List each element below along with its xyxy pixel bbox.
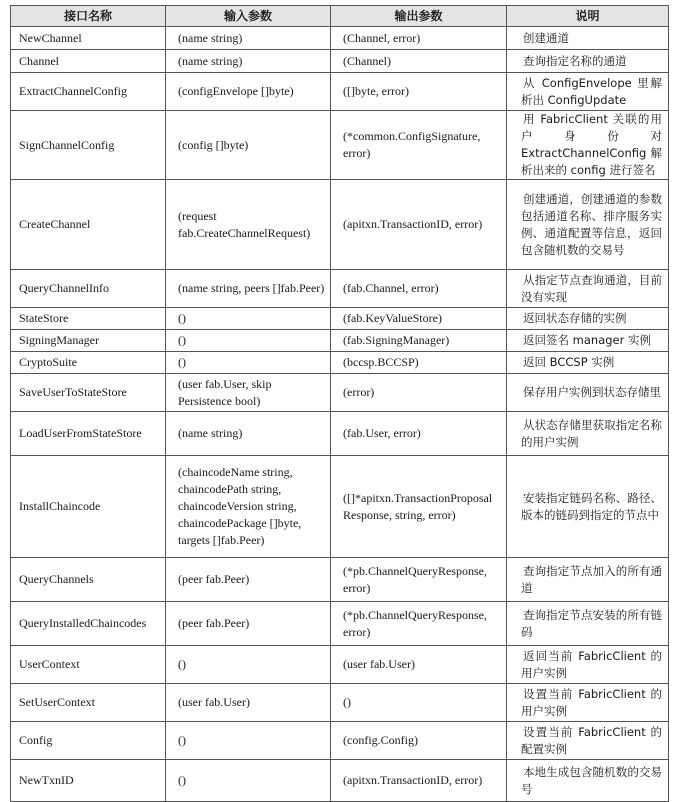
cell-interface-name: InstallChaincode bbox=[11, 456, 166, 558]
cell-output-params: () bbox=[331, 684, 507, 722]
cell-interface-name: QueryChannels bbox=[11, 558, 166, 602]
cell-description: 从指定节点查询通道，目前没有实现 bbox=[507, 270, 669, 308]
cell-output-params: (config.Config) bbox=[331, 722, 507, 760]
cell-input-params: () bbox=[166, 722, 331, 760]
table-body bbox=[11, 27, 669, 802]
cell-output-params: (Channel, error) bbox=[331, 27, 507, 50]
cell-interface-name: UserContext bbox=[11, 646, 166, 684]
table-row bbox=[11, 374, 669, 412]
table-row bbox=[11, 558, 669, 602]
header-output-params: 输出参数 bbox=[331, 6, 507, 27]
cell-interface-name: NewChannel bbox=[11, 27, 166, 50]
cell-input-params: () bbox=[166, 646, 331, 684]
cell-description: 返回 BCCSP 实例 bbox=[507, 352, 669, 374]
cell-interface-name: CryptoSuite bbox=[11, 352, 166, 374]
cell-output-params: (fab.Channel, error) bbox=[331, 270, 507, 308]
cell-description: 返回当前 FabricClient 的用户实例 bbox=[507, 646, 669, 684]
cell-description: 从状态存储里获取指定名称的用户实例 bbox=[507, 412, 669, 456]
table-row bbox=[11, 602, 669, 646]
cell-input-params: (configEnvelope []byte) bbox=[166, 73, 331, 111]
table-row bbox=[11, 456, 669, 558]
table-row bbox=[11, 722, 669, 760]
cell-description: 保存用户实例到状态存储里 bbox=[507, 374, 669, 412]
cell-description: 查询指定节点加入的所有通道 bbox=[507, 558, 669, 602]
cell-input-params: (request fab.CreateChannelRequest) bbox=[166, 180, 331, 270]
cell-interface-name: SignChannelConfig bbox=[11, 111, 166, 180]
cell-input-params: (peer fab.Peer) bbox=[166, 602, 331, 646]
cell-output-params: ([]*apitxn.TransactionProposal Response, string, error) bbox=[331, 456, 507, 558]
table-row bbox=[11, 352, 669, 374]
cell-input-params: (name string) bbox=[166, 50, 331, 73]
cell-interface-name: Channel bbox=[11, 50, 166, 73]
cell-output-params: (fab.User, error) bbox=[331, 412, 507, 456]
table-row bbox=[11, 73, 669, 111]
cell-interface-name: QueryChannelInfo bbox=[11, 270, 166, 308]
header-input-params: 输入参数 bbox=[166, 6, 331, 27]
cell-input-params: (name string) bbox=[166, 27, 331, 50]
cell-description: 返回状态存储的实例 bbox=[507, 308, 669, 330]
cell-output-params: (user fab.User) bbox=[331, 646, 507, 684]
cell-input-params: (chaincodeName string, chaincodePath string, chaincodeVersion string, chaincodePackage []byte, targets []fab.Peer) bbox=[166, 456, 331, 558]
table-header-row bbox=[11, 6, 669, 27]
cell-description: 设置当前 FabricClient 的配置实例 bbox=[507, 722, 669, 760]
table-row bbox=[11, 412, 669, 456]
cell-input-params: (config []byte) bbox=[166, 111, 331, 180]
table-row bbox=[11, 50, 669, 73]
cell-input-params: () bbox=[166, 352, 331, 374]
cell-input-params: (user fab.User) bbox=[166, 684, 331, 722]
cell-input-params: (name string, peers []fab.Peer) bbox=[166, 270, 331, 308]
cell-description: 从 ConfigEnvelope 里解析出 ConfigUpdate bbox=[507, 73, 669, 111]
table-row bbox=[11, 684, 669, 722]
cell-description: 返回签名 manager 实例 bbox=[507, 330, 669, 352]
cell-output-params: (fab.KeyValueStore) bbox=[331, 308, 507, 330]
cell-description: 创建通道，创建通道的参数包括通道名称、排序服务实例、通道配置等信息，返回包含随机数的交易号 bbox=[507, 180, 669, 270]
cell-output-params: (fab.SigningManager) bbox=[331, 330, 507, 352]
header-description: 说明 bbox=[507, 6, 669, 27]
table-row bbox=[11, 308, 669, 330]
cell-output-params: (Channel) bbox=[331, 50, 507, 73]
cell-output-params: (*pb.ChannelQueryResponse, error) bbox=[331, 602, 507, 646]
cell-output-params: (*common.ConfigSignature, error) bbox=[331, 111, 507, 180]
api-table-container bbox=[10, 5, 668, 802]
table-row bbox=[11, 180, 669, 270]
cell-input-params: (user fab.User, skip Persistence bool) bbox=[166, 374, 331, 412]
cell-interface-name: ExtractChannelConfig bbox=[11, 73, 166, 111]
table-row bbox=[11, 760, 669, 802]
cell-output-params: (apitxn.TransactionID, error) bbox=[331, 760, 507, 802]
cell-output-params: ([]byte, error) bbox=[331, 73, 507, 111]
cell-interface-name: CreateChannel bbox=[11, 180, 166, 270]
cell-output-params: (apitxn.TransactionID, error) bbox=[331, 180, 507, 270]
cell-interface-name: QueryInstalledChaincodes bbox=[11, 602, 166, 646]
cell-description: 安装指定链码名称、路径、版本的链码到指定的节点中 bbox=[507, 456, 669, 558]
cell-interface-name: SigningManager bbox=[11, 330, 166, 352]
cell-interface-name: StateStore bbox=[11, 308, 166, 330]
api-table bbox=[10, 5, 669, 802]
cell-interface-name: SaveUserToStateStore bbox=[11, 374, 166, 412]
cell-input-params: () bbox=[166, 760, 331, 802]
cell-description: 查询指定节点安装的所有链码 bbox=[507, 602, 669, 646]
cell-interface-name: Config bbox=[11, 722, 166, 760]
cell-output-params: (bccsp.BCCSP) bbox=[331, 352, 507, 374]
cell-input-params: () bbox=[166, 308, 331, 330]
cell-output-params: (error) bbox=[331, 374, 507, 412]
table-row bbox=[11, 646, 669, 684]
cell-interface-name: LoadUserFromStateStore bbox=[11, 412, 166, 456]
table-row bbox=[11, 270, 669, 308]
cell-description: 创建通道 bbox=[507, 27, 669, 50]
cell-output-params: (*pb.ChannelQueryResponse, error) bbox=[331, 558, 507, 602]
cell-description: 本地生成包含随机数的交易号 bbox=[507, 760, 669, 802]
cell-input-params: (peer fab.Peer) bbox=[166, 558, 331, 602]
header-interface-name: 接口名称 bbox=[11, 6, 166, 27]
table-row bbox=[11, 330, 669, 352]
table-row bbox=[11, 27, 669, 50]
cell-interface-name: NewTxnID bbox=[11, 760, 166, 802]
cell-interface-name: SetUserContext bbox=[11, 684, 166, 722]
cell-input-params: (name string) bbox=[166, 412, 331, 456]
cell-input-params: () bbox=[166, 330, 331, 352]
cell-description: 设置当前 FabricClient 的用户实例 bbox=[507, 684, 669, 722]
table-row bbox=[11, 111, 669, 180]
cell-description: 用 FabricClient 关联的用户身份对 ExtractChannelConfig 解析出来的 config 进行签名 bbox=[507, 111, 669, 180]
cell-description: 查询指定名称的通道 bbox=[507, 50, 669, 73]
